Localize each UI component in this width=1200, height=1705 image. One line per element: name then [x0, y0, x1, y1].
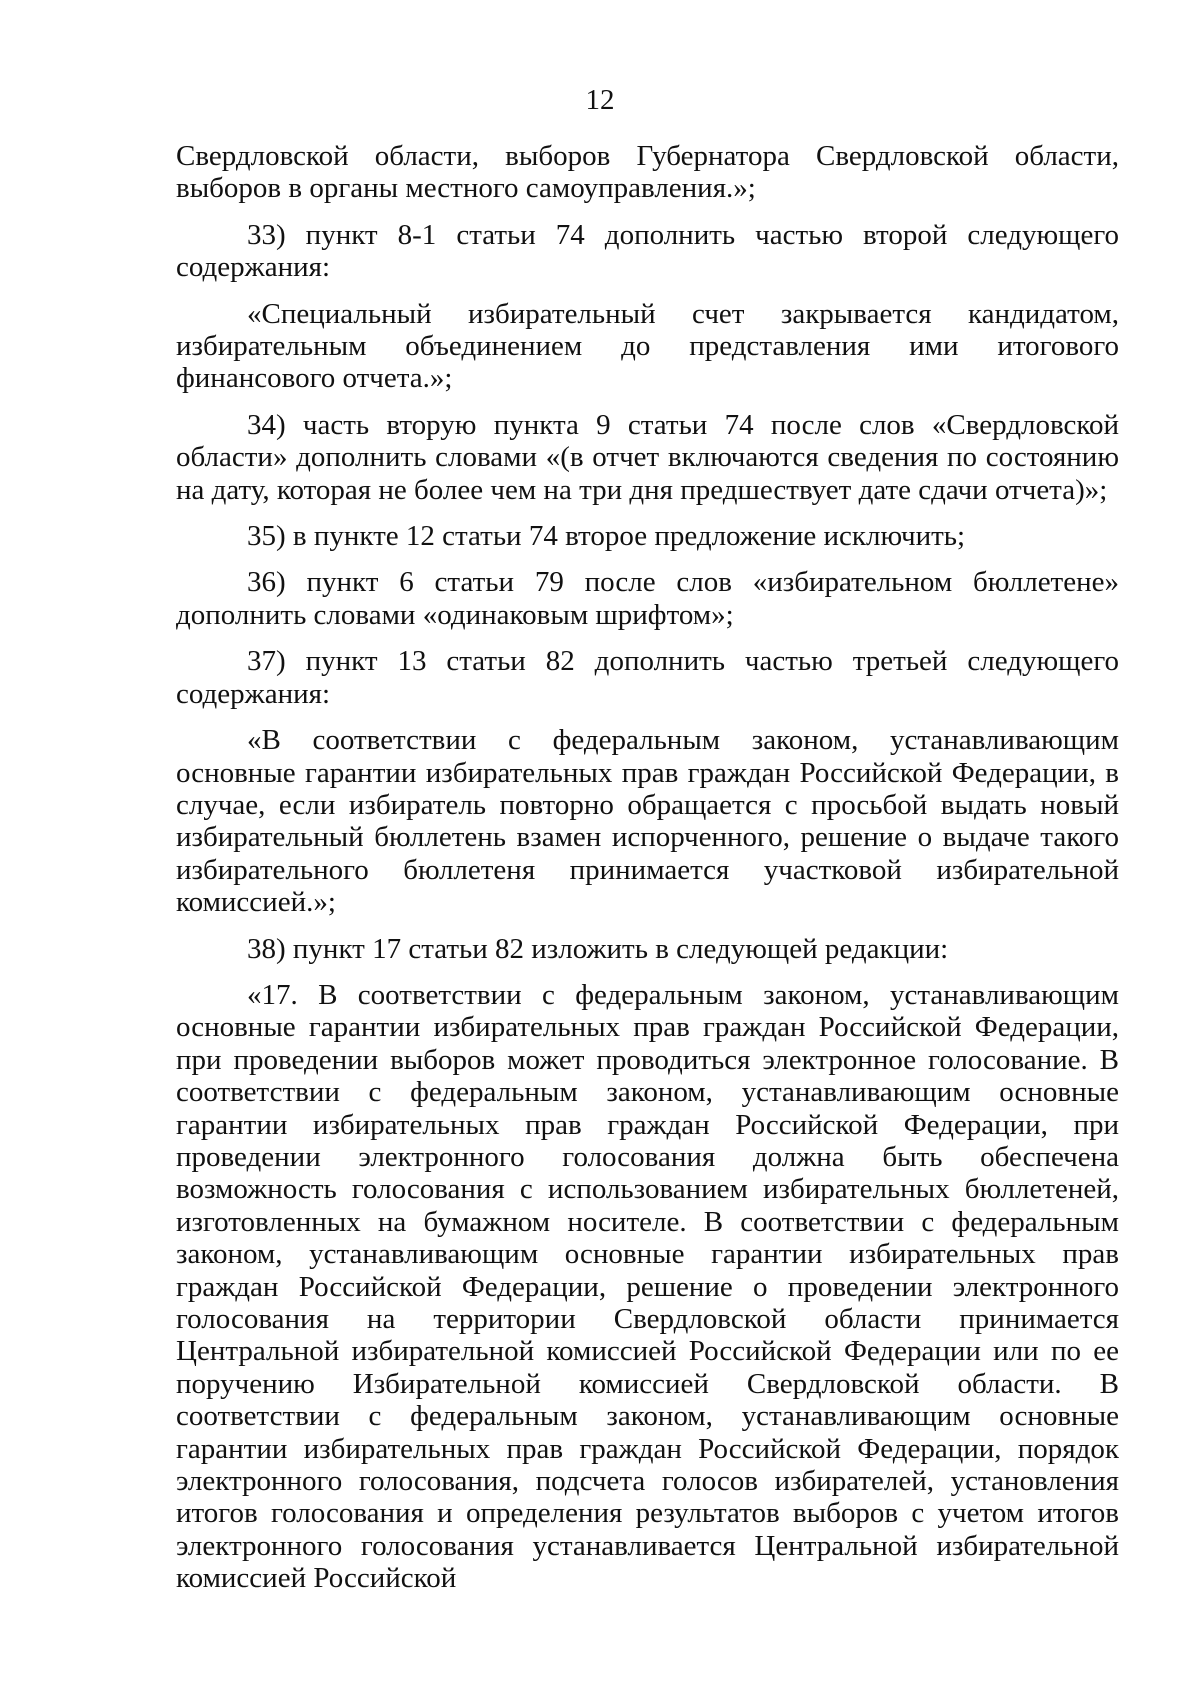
paragraph-item-37: 37) пункт 13 статьи 82 дополнить частью третьей следующего содержания:	[176, 645, 1119, 710]
paragraph-item-36: 36) пункт 6 статьи 79 после слов «избирательном бюллетене» дополнить словами «одинаковым шрифтом»;	[176, 566, 1119, 631]
paragraph-quote-37: «В соответствии с федеральным законом, устанавливающим основные гарантии избирательных прав граждан Российской Федерации, в случае, если избиратель повторно обращается с просьбой выдать новый избирательный бюллетень взамен испорченного, решение о выдаче такого избирательного бюллетеня принимается участковой избирательной комиссией.»;	[176, 724, 1119, 919]
paragraph-quote-33: «Специальный избирательный счет закрывается кандидатом, избирательным объединением до представления ими итогового финансового отчета.»;	[176, 297, 1119, 395]
paragraph-item-35: 35) в пункте 12 статьи 74 второе предложение исключить;	[247, 520, 966, 553]
paragraph-item-33: 33) пункт 8-1 статьи 74 дополнить частью второй следующего содержания:	[176, 218, 1119, 284]
page-number: 12	[585, 84, 615, 116]
document-body	[176, 140, 1119, 1595]
paragraph-item-34: 34) часть вторую пункта 9 статьи 74 после слов «Свердловской области» дополнить словами «(в отчет включаются сведения по состоянию на дату, которая не более чем на три дня предшествует дате сдачи отчета)»;	[176, 408, 1119, 506]
paragraph-item-38: 38) пункт 17 статьи 82 изложить в следующей редакции:	[247, 932, 949, 965]
paragraph-continuation: Свердловской области, выборов Губернатора Свердловской области, выборов в органы местного самоуправления.»;	[176, 140, 1119, 205]
paragraph-quote-38: «17. В соответствии с федеральным законом, устанавливающим основные гарантии избирательных прав граждан Российской Федерации, при проведении выборов может проводиться электронное голосование. В соответствии с федеральным законом, устанавливающим основные гарантии избирательных прав граждан Российской Федерации, при проведении электронного голосования должна быть обеспечена возможность голосования с использованием избирательных бюллетеней, изготовленных на бумажном носителе. В соответствии с федеральным законом, устанавливающим основные гарантии избирательных прав граждан Российской Федерации, решение о проведении электронного голосования на территории Свердловской области принимается Центральной избирательной комиссией Российской Федерации или по ее поручению Избирательной комиссией Свердловской области. В соответствии с федеральным законом, устанавливающим основные гарантии избирательных прав граждан Российской Федерации, порядок электронного голосования, подсчета голосов избирателей, установления итогов голосования и определения результатов выборов с учетом итогов электронного голосования устанавливается Центральной избирательной комиссией Российской	[176, 978, 1119, 1595]
